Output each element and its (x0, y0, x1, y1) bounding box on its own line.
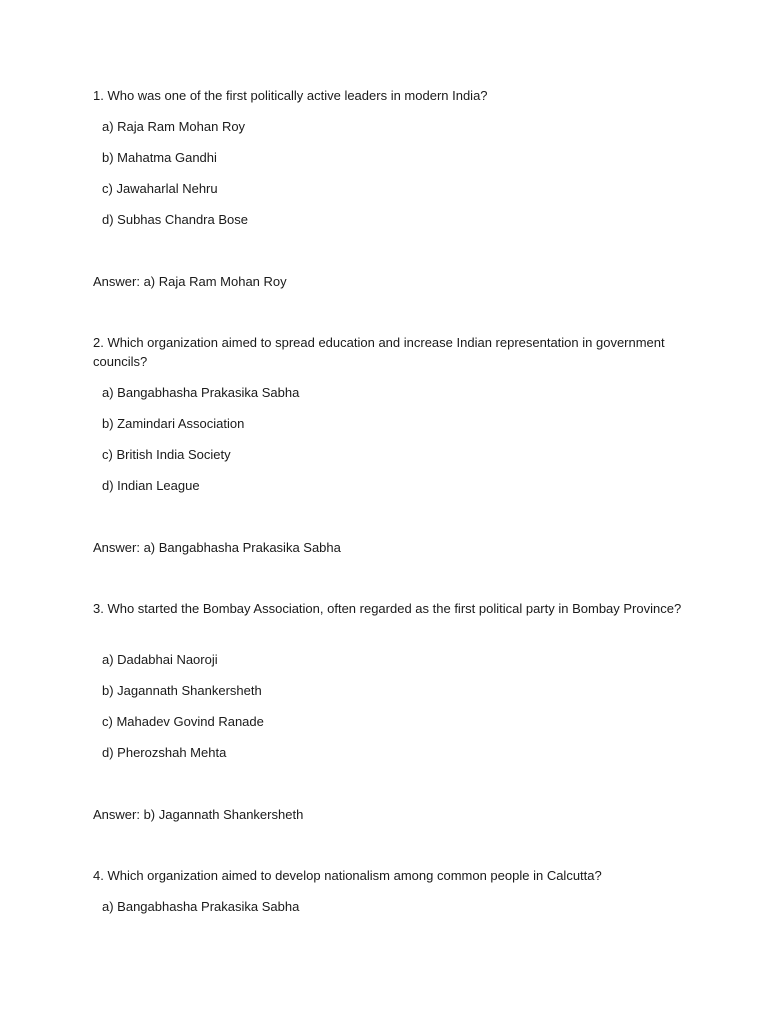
question-2 (93, 333, 683, 555)
option-c: c) British India Society (102, 447, 231, 462)
option-a: a) Raja Ram Mohan Roy (102, 119, 246, 134)
question-3 (93, 599, 683, 822)
option-b: b) Jagannath Shankersheth (102, 683, 262, 698)
option-a: a) Dadabhai Naoroji (102, 652, 218, 667)
option-c: c) Mahadev Govind Ranade (102, 714, 264, 729)
option-d: d) Pherozshah Mehta (102, 745, 227, 760)
option-d: d) Subhas Chandra Bose (102, 212, 248, 227)
question-text: 1. Who was one of the first politically active leaders in modern India? (93, 88, 488, 103)
option-a: a) Bangabhasha Prakasika Sabha (102, 899, 300, 914)
answer-text: Answer: a) Bangabhasha Prakasika Sabha (93, 540, 341, 555)
option-c: c) Jawaharlal Nehru (102, 181, 218, 196)
option-a: a) Bangabhasha Prakasika Sabha (102, 385, 300, 400)
answer-text: Answer: b) Jagannath Shankersheth (93, 807, 304, 822)
answer-text: Answer: a) Raja Ram Mohan Roy (93, 274, 287, 289)
question-text: 2. Which organization aimed to spread education and increase Indian representation in government councils? (93, 335, 665, 369)
question-text: 3. Who started the Bombay Association, often regarded as the first political party in Bombay Province? (93, 601, 682, 616)
option-b: b) Mahatma Gandhi (102, 150, 217, 165)
option-b: b) Zamindari Association (102, 416, 245, 431)
question-text: 4. Which organization aimed to develop nationalism among common people in Calcutta? (93, 868, 602, 883)
option-d: d) Indian League (102, 478, 200, 493)
question-4 (93, 866, 683, 914)
question-1 (93, 86, 683, 289)
